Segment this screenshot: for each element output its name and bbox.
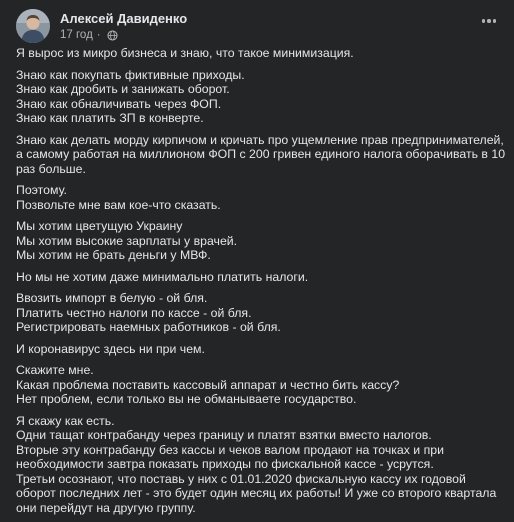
post-paragraph: Но мы не хотим даже минимально платить налоги. <box>16 269 309 284</box>
post-meta <box>60 29 118 41</box>
post-paragraph: Знаю как делать морду кирпичом и кричать про ущемление прав предпринимателей, а самому работая на миллионом ФОП с 200 гривен единого налога оборачивать в 10 раз больше. <box>16 132 506 176</box>
menu-dot <box>482 19 486 23</box>
author-name[interactable]: Алексей Давиденко <box>60 11 188 26</box>
author-avatar[interactable] <box>16 9 50 43</box>
post-paragraph: И коронавирус здесь ни при чем. <box>16 341 205 356</box>
post-paragraph: Знаю как покупать фиктивные приходы. Знаю как дробить и занижать оборот. Знаю как обналичивать через ФОП. Знаю как платить ЗП в конверте. <box>16 67 245 125</box>
menu-dot <box>493 19 497 23</box>
post-paragraph: Я вырос из микро бизнеса и знаю, что такое минимизация. <box>16 46 354 60</box>
post-timestamp[interactable]: 17 год <box>60 29 93 41</box>
post-paragraph: Я скажу как есть. Одни тащат контрабанду через границу и платят взятки вместо налогов. Вторые эту контрабанду без кассы и чеков валом продают на точках и при необходимости завтра показать приходы по фискальной кассе - усрутся. Третьи осознают, что поставь у них с 01.01.2020 фискальную кассу их годовой оборот последних лет - это будет один месяц их работы! И уже со второго квартала они перейдут на другую группу. <box>16 413 497 515</box>
post-paragraph: Ввозить импорт в белую - ой бля. Платить честно налоги по кассе - ой бля. Регистрировать наемных работников - ой бля. <box>16 291 281 334</box>
menu-dot <box>487 19 491 23</box>
post-header <box>16 9 500 43</box>
post-text <box>16 46 506 522</box>
meta-separator: · <box>96 29 101 41</box>
more-options-icon[interactable] <box>478 13 500 29</box>
post-paragraph: Мы хотим цветущую Украину Мы хотим высокие зарплаты у врачей. Мы хотим не брать деньги у МВФ. <box>16 219 238 262</box>
globe-icon[interactable] <box>107 30 118 41</box>
post-paragraph: Скажите мне. Какая проблема поставить кассовый аппарат и честно бить кассу? Нет проблем, если только вы не обманываете государство. <box>16 363 400 406</box>
avatar-image <box>16 9 50 43</box>
post-paragraph: Поэтому. Позвольте мне вам кое-что сказать. <box>16 183 221 212</box>
